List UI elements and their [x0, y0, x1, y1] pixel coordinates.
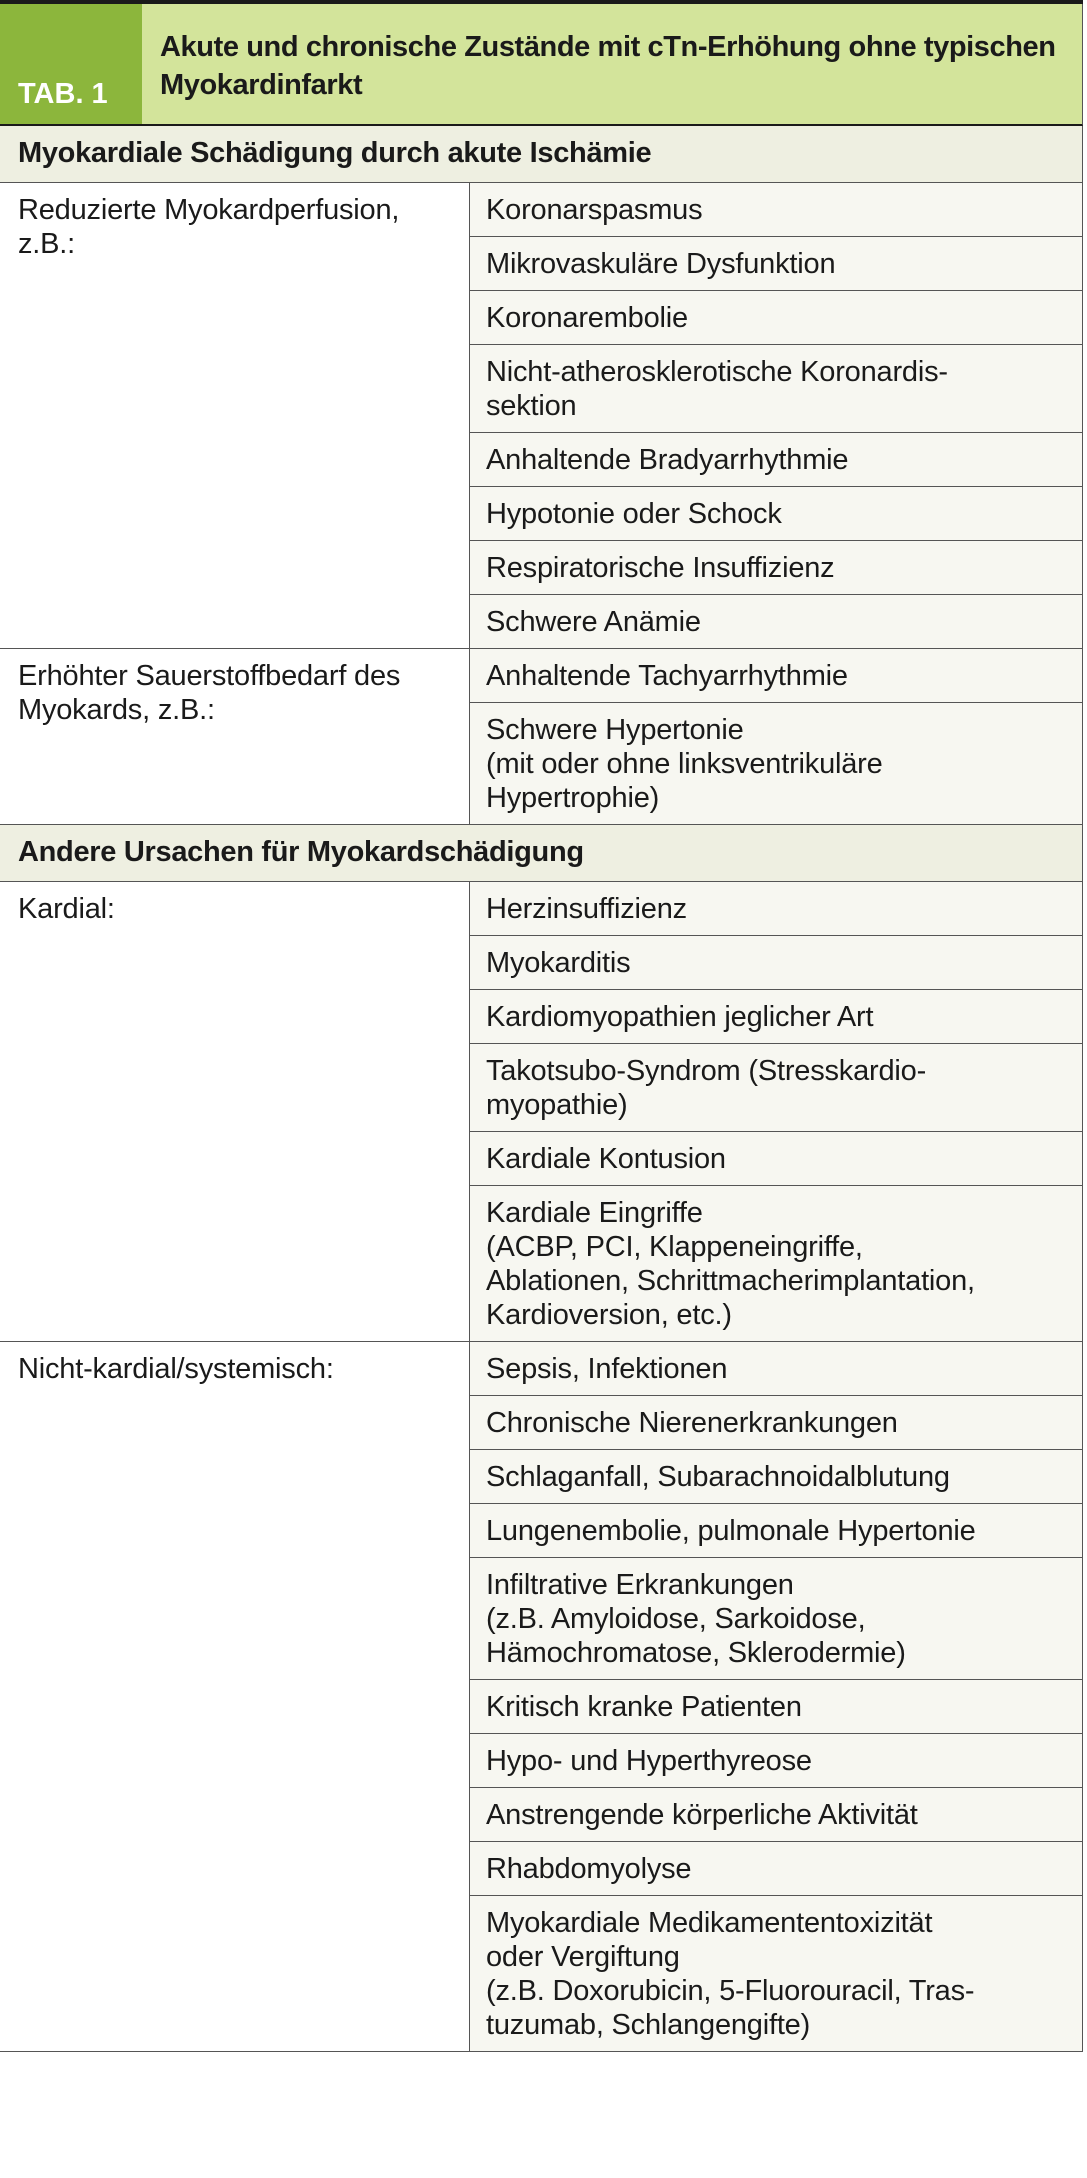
table-header	[0, 4, 1083, 126]
section-heading: Andere Ursachen für Myokardschädigung	[0, 825, 1083, 882]
list-item: Koronarembolie	[470, 291, 1082, 345]
group-row	[0, 882, 1083, 1342]
list-item: Respiratorische Insuffizienz	[470, 541, 1082, 595]
list-item: Anstrengende körperliche Aktivität	[470, 1788, 1082, 1842]
list-item: Schlaganfall, Subarachnoidalblutung	[470, 1450, 1082, 1504]
item-list	[470, 882, 1082, 1341]
list-item: Chronische Nierenerkrankungen	[470, 1396, 1082, 1450]
group-row	[0, 183, 1083, 649]
list-item: Myokardiale Medikamententoxizität oder Vergiftung (z.B. Doxorubicin, 5-Fluorouracil, Tras- tuzumab, Schlangengifte)	[486, 1907, 975, 2041]
list-item: Anhaltende Bradyarrhythmie	[470, 433, 1082, 487]
group-label: Erhöhter Sauerstoffbedarf des Myokards, z.B.:	[0, 649, 470, 824]
item-list	[470, 183, 1082, 648]
table-title: Akute und chronische Zustände mit cTn-Erhöhung ohne typischen Myokardinfarkt	[142, 4, 1082, 124]
list-item: Hypo- und Hyperthyreose	[470, 1734, 1082, 1788]
list-item: Herzinsuffizienz	[470, 882, 1082, 936]
table-number: TAB. 1	[0, 4, 142, 124]
group-label: Kardial:	[0, 882, 470, 1341]
list-item: Takotsubo-Syndrom (Stresskardio- myopathie)	[470, 1044, 1082, 1132]
list-item: Mikrovaskuläre Dysfunktion	[470, 237, 1082, 291]
table-body	[0, 126, 1083, 2052]
item-list	[470, 649, 1082, 824]
list-item: Rhabdomyolyse	[470, 1842, 1082, 1896]
list-item: Anhaltende Tachyarrhythmie	[470, 649, 1082, 703]
list-item: Koronarspasmus	[470, 183, 1082, 237]
item-list	[470, 1342, 1082, 2051]
list-item: Schwere Anämie	[486, 606, 701, 638]
list-item: Myokarditis	[470, 936, 1082, 990]
section-heading: Myokardiale Schädigung durch akute Ischämie	[0, 126, 1083, 183]
list-item: Infiltrative Erkrankungen (z.B. Amyloidose, Sarkoidose, Hämochromatose, Sklerodermie)	[470, 1558, 1082, 1680]
list-item: Hypotonie oder Schock	[470, 487, 1082, 541]
group-label: Nicht-kardial/systemisch:	[0, 1342, 470, 2051]
list-item: Kardiomyopathien jeglicher Art	[470, 990, 1082, 1044]
list-item: Nicht-atherosklerotische Koronardis- sektion	[470, 345, 1082, 433]
group-row	[0, 1342, 1083, 2052]
list-item: Kardiale Kontusion	[470, 1132, 1082, 1186]
list-item: Lungenembolie, pulmonale Hypertonie	[470, 1504, 1082, 1558]
list-item: Sepsis, Infektionen	[470, 1342, 1082, 1396]
group-row	[0, 649, 1083, 825]
list-item: Kritisch kranke Patienten	[470, 1680, 1082, 1734]
group-label: Reduzierte Myokardperfusion, z.B.:	[0, 183, 470, 648]
list-item: Kardiale Eingriffe (ACBP, PCI, Klappeneingriffe, Ablationen, Schrittmacherimplantation, Kardioversion, etc.)	[486, 1197, 975, 1331]
list-item: Schwere Hypertonie (mit oder ohne linksventrikuläre Hypertrophie)	[486, 714, 883, 814]
